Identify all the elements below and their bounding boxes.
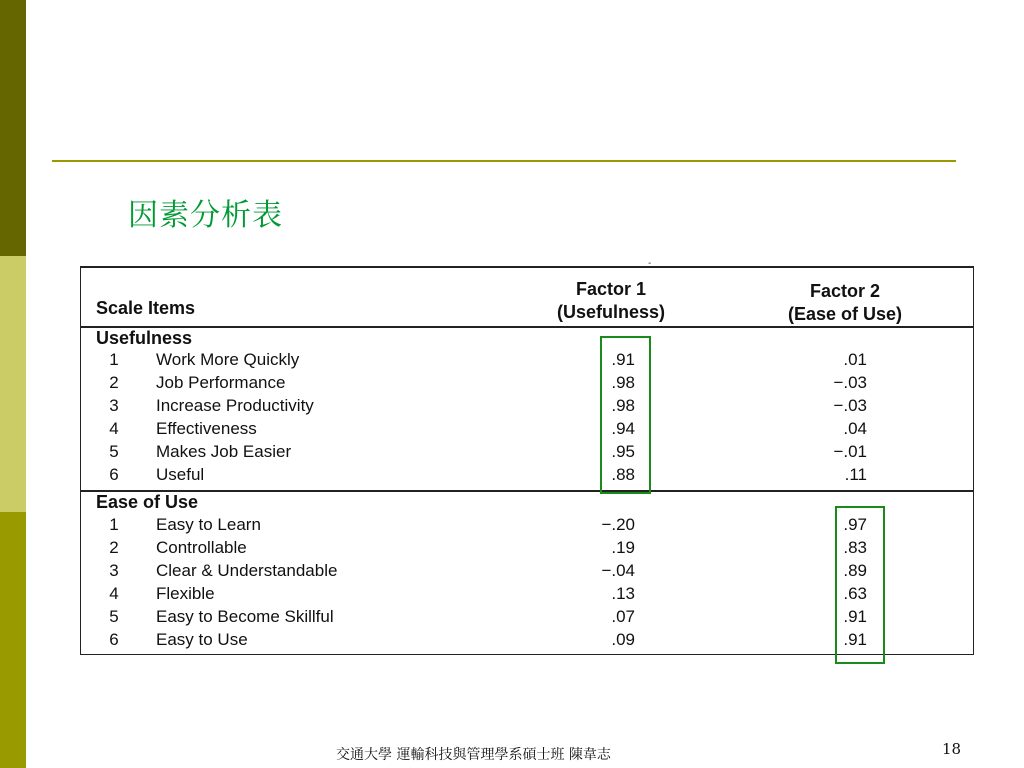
page-number: 18 — [942, 740, 962, 758]
factor-1-value: .09 — [611, 630, 635, 649]
row-label: Flexible — [156, 584, 215, 603]
factor-1-value: .88 — [611, 465, 635, 484]
row-label: Effectiveness — [156, 419, 257, 438]
slide-footer: 交通大學 運輸科技與管理學系碩士班 陳韋志 — [336, 747, 611, 763]
factor-2-value: −.03 — [833, 373, 867, 392]
factor-2-value: .11 — [844, 465, 867, 484]
factor-1-value: .98 — [611, 373, 635, 392]
section-divider — [81, 490, 973, 492]
row-number: 2 — [109, 538, 119, 557]
row-label: Easy to Become Skillful — [156, 607, 334, 626]
header-factor-2-line1: Factor 2 — [809, 281, 881, 301]
header-factor-1-line2: (Usefulness) — [556, 302, 666, 322]
side-stripe-bottom — [0, 512, 26, 768]
table-row — [81, 465, 973, 487]
table-row — [81, 350, 973, 372]
factor-1-value: −.04 — [601, 561, 635, 580]
row-number: 1 — [109, 515, 119, 534]
header-factor-1 — [541, 278, 681, 324]
factor-2-value: .04 — [843, 419, 867, 438]
row-number: 5 — [109, 607, 119, 626]
factor-2-value: .97 — [843, 515, 867, 534]
header-divider — [81, 326, 973, 328]
row-number: 3 — [109, 396, 119, 415]
row-label: Clear & Understandable — [156, 561, 338, 580]
row-number: 1 — [109, 350, 119, 369]
factor-2-value: −.01 — [833, 442, 867, 461]
header-factor-1-line1: Factor 1 — [575, 279, 647, 299]
row-label: Easy to Learn — [156, 515, 261, 534]
factor-1-value: .91 — [611, 350, 635, 369]
side-stripe-top — [0, 0, 26, 256]
scan-mark: - — [648, 258, 652, 269]
factor-2-value: .63 — [843, 584, 867, 603]
table-row — [81, 419, 973, 441]
row-label: Job Performance — [156, 373, 286, 392]
factor-2-value: −.03 — [833, 396, 867, 415]
usefulness-loadings-highlight — [600, 336, 651, 494]
factor-1-value: .07 — [611, 607, 635, 626]
row-number: 4 — [109, 584, 119, 603]
factor-2-value: .91 — [843, 607, 867, 626]
row-number: 6 — [109, 630, 119, 649]
factor-1-value: .19 — [611, 538, 635, 557]
row-number: 3 — [109, 561, 119, 580]
row-number: 6 — [109, 465, 119, 484]
row-label: Easy to Use — [156, 630, 248, 649]
row-label: Makes Job Easier — [156, 442, 292, 461]
factor-1-value: −.20 — [601, 515, 635, 534]
section-label-ease-of-use: Ease of Use — [96, 492, 199, 512]
factor-1-value: .98 — [611, 396, 635, 415]
row-label: Controllable — [156, 538, 247, 557]
table-row — [81, 396, 973, 418]
header-scale-items: Scale Items — [96, 298, 196, 318]
header-factor-2 — [775, 280, 915, 326]
row-number: 4 — [109, 419, 119, 438]
factor-1-value: .94 — [611, 419, 635, 438]
factor-1-value: .13 — [611, 584, 635, 603]
row-number: 2 — [109, 373, 119, 392]
header-factor-2-line2: (Ease of Use) — [787, 304, 903, 324]
table-row — [81, 373, 973, 395]
factor-2-value: .91 — [843, 630, 867, 649]
row-number: 5 — [109, 442, 119, 461]
side-stripe-middle — [0, 256, 26, 512]
factor-analysis-table — [80, 258, 974, 655]
row-label: Increase Productivity — [156, 396, 314, 415]
factor-1-value: .95 — [611, 442, 635, 461]
ease-of-use-loadings-highlight — [835, 506, 885, 664]
row-label: Work More Quickly — [156, 350, 300, 369]
table-row — [81, 442, 973, 464]
title-divider — [52, 160, 956, 162]
row-label: Useful — [156, 465, 205, 484]
slide-title: 因素分析表 — [128, 198, 283, 233]
factor-2-value: .83 — [843, 538, 867, 557]
factor-2-value: .89 — [843, 561, 867, 580]
section-label-usefulness: Usefulness — [96, 328, 193, 348]
factor-2-value: .01 — [843, 350, 867, 369]
